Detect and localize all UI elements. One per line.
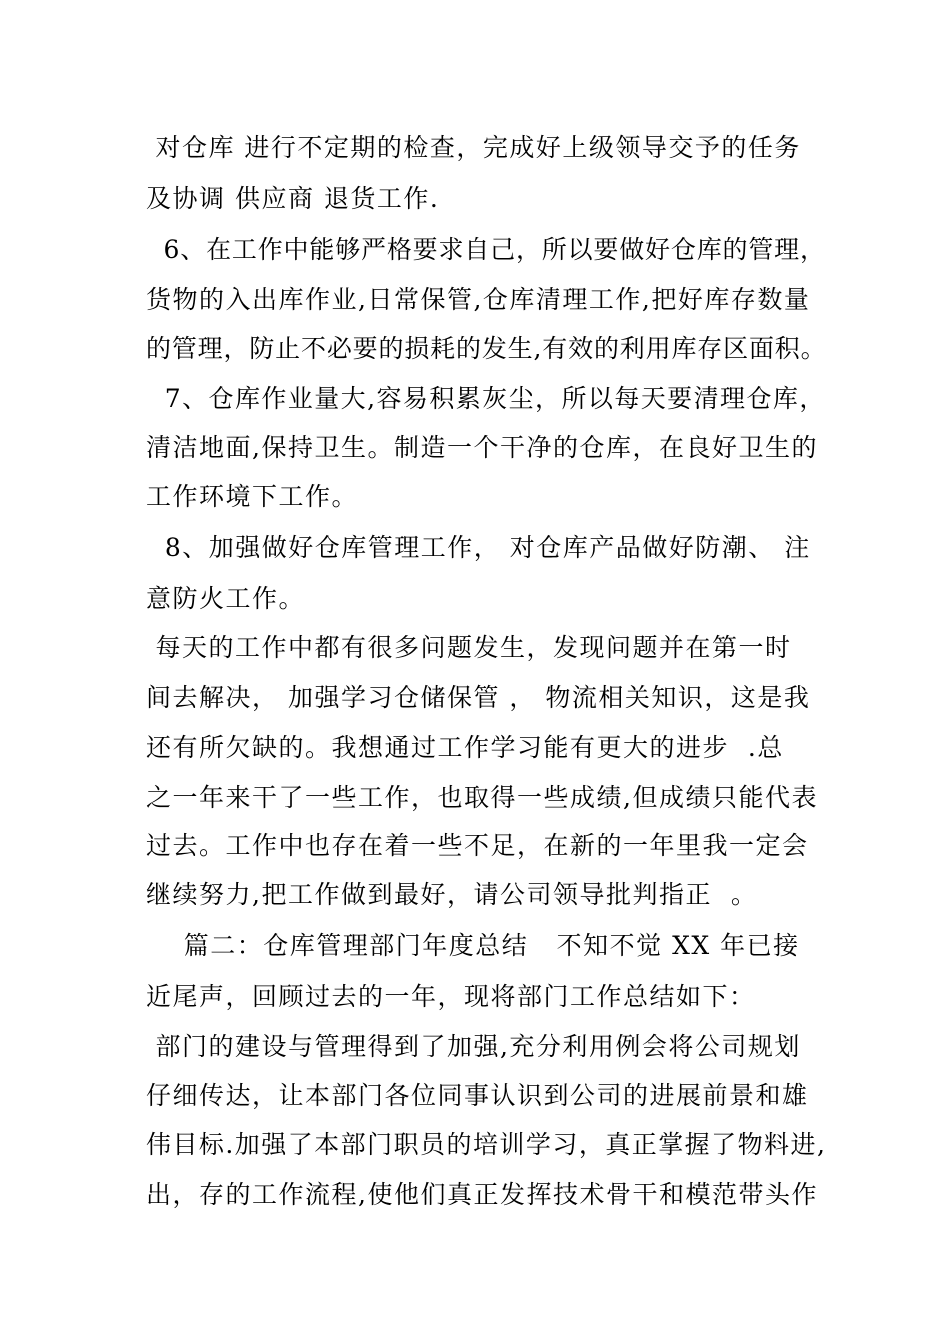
text-line: 清洁地面,保持卫生。制造一个干净的仓库，在良好卫生的 [146,433,818,462]
text-line: 仔细传达，让本部门各位同事认识到公司的进展前景和雄 [146,1081,809,1110]
text-line: 近尾声，回顾过去的一年，现将部门工作总结如下： [146,982,756,1011]
text-line: 过去。工作中也存在着一些不足，在新的一年里我一定会 [146,831,809,860]
text-line: 篇二：仓库管理部门年度总结 不知不觉 XX 年已接 [146,931,800,960]
text-line: 及协调 供应商 退货工作. [146,184,440,213]
text-line: 货物的入出库作业,日常保管,仓库清理工作,把好库存数量 [146,285,811,314]
text-line: 工作环境下工作。 [146,482,359,511]
text-line: 7、仓库作业量大,容易积累灰尘，所以每天要清理仓库， [146,384,826,413]
text-line: 8、加强做好仓库管理工作， 对仓库产品做好防潮、 注 [146,533,811,562]
text-line: 对仓库 进行不定期的检查，完成好上级领导交予的任务 [146,133,801,162]
text-line: 的管理，防止不必要的损耗的发生,有效的利用库存区面积。 [146,334,827,363]
text-line: 每天的工作中都有很多问题发生，发现问题并在第一时 [146,633,792,662]
text-line: 部门的建设与管理得到了加强,充分利用例会将公司规划 [146,1032,801,1061]
text-line: 之一年来干了一些工作，也取得一些成绩,但成绩只能代表 [146,783,818,812]
text-line: 6、在工作中能够严格要求自己，所以要做好仓库的管理， [146,235,826,264]
text-line: 继续努力,把工作做到最好，请公司领导批判指正 。 [146,880,758,909]
text-line: 意防火工作。 [146,584,306,613]
text-line: 还有所欠缺的。我想通过工作学习能有更大的进步 .总 [146,733,784,762]
text-line: 出，存的工作流程,使他们真正发挥技术骨干和模范带头作 [146,1180,818,1209]
text-line: 伟目标.加强了本部门职员的培训学习，真正掌握了物料进, [146,1130,827,1159]
text-line: 间去解决， 加强学习仓储保管 ， 物流相关知识，这是我 [146,683,811,712]
